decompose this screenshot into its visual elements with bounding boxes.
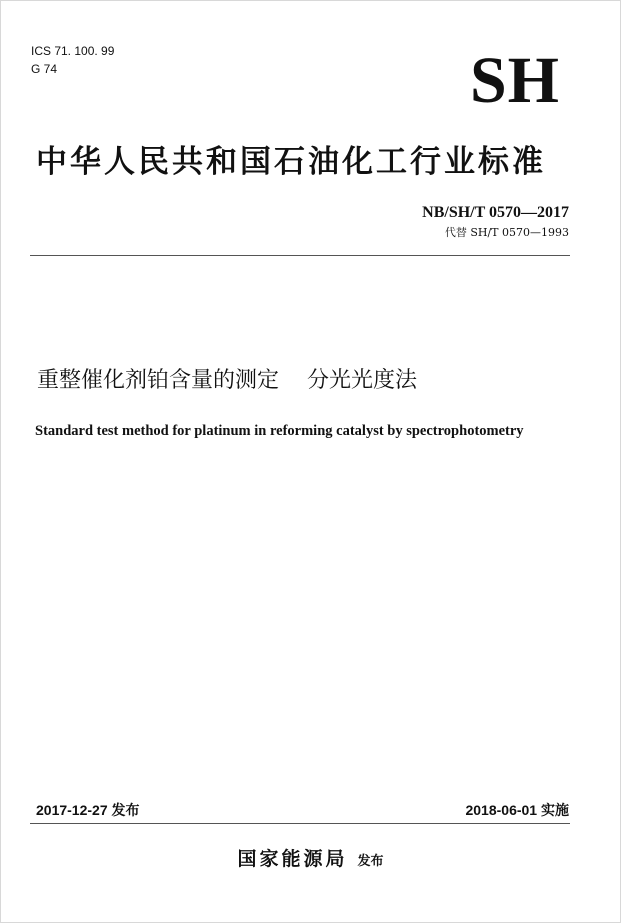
publisher-name: 国家能源局 — [237, 848, 348, 870]
issue-date: 2017-12-27 发布 — [36, 802, 140, 818]
publisher-line — [0, 844, 621, 871]
standard-number: NB/SH/T 0570—2017 — [422, 204, 569, 221]
document-title-cn-part2: 分光光度法 — [307, 368, 418, 393]
ics-code: ICS 71. 100. 99 — [31, 44, 115, 58]
replaces-note: 代替 SH/T 0570—1993 — [444, 226, 569, 239]
document-title-cn-part1: 重整催化剂铂含量的测定 — [37, 368, 280, 393]
document-title-en: Standard test method for platinum in reforming catalyst by spectrophotometry — [35, 423, 524, 439]
bottom-divider — [30, 823, 570, 824]
effective-date: 2018-06-01 实施 — [465, 802, 569, 818]
main-title: 中华人民共和国石油化工行业标准 — [36, 144, 546, 180]
document-title-cn — [37, 367, 417, 395]
g-code: G 74 — [31, 62, 58, 76]
publisher-verb: 发布 — [357, 854, 384, 869]
top-divider — [30, 255, 570, 256]
sh-logo: SH — [469, 44, 561, 117]
